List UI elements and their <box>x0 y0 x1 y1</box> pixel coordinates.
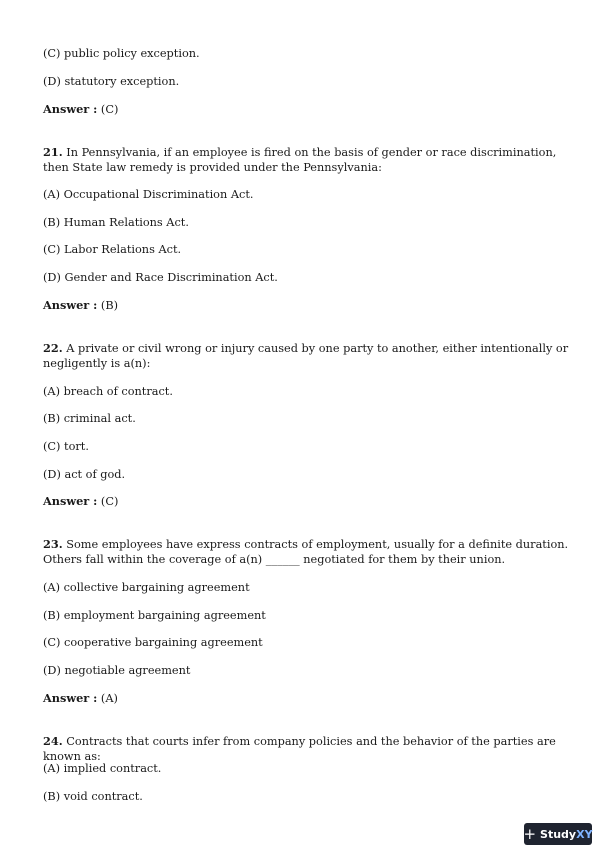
answer-label: Answer : <box>43 102 98 116</box>
q22-option-c: (C) tort. <box>43 440 89 453</box>
answer-label: Answer : <box>43 494 98 508</box>
brand-study: Study <box>540 827 577 841</box>
q23-option-d: (D) negotiable agreement <box>43 664 191 677</box>
brand-xy: XY <box>576 827 593 841</box>
q22-answer <box>43 494 118 509</box>
answer-value: (B) <box>100 299 119 312</box>
plus-icon: + <box>523 824 537 843</box>
q24-option-b: (B) void contract. <box>43 790 143 803</box>
answer-label: Answer : <box>43 298 98 312</box>
q24-question <box>43 734 573 764</box>
question-number: 21. <box>43 145 63 159</box>
question-text: A private or civil wrong or injury caused by one party to another, either intentionally or negligently is a(n): <box>43 342 569 370</box>
studyxy-logo-badge[interactable] <box>524 823 592 845</box>
question-text: Contracts that courts infer from company policies and the behavior of the parties are known as: <box>43 735 556 763</box>
question-number: 23. <box>43 537 63 551</box>
q22-option-b: (B) criminal act. <box>43 412 136 425</box>
question-text: Some employees have express contracts of employment, usually for a definite duration. Others fall within the coverage of a(n) ______ negotiated for them by their union. <box>43 538 569 566</box>
q22-option-d: (D) act of god. <box>43 468 126 481</box>
q20-answer <box>43 102 118 117</box>
q23-option-b: (B) employment bargaining agreement <box>43 609 266 622</box>
q23-question <box>43 537 573 567</box>
brand-name <box>540 827 593 842</box>
q21-answer <box>43 298 118 313</box>
q21-option-b: (B) Human Relations Act. <box>43 216 189 229</box>
q23-option-a: (A) collective bargaining agreement <box>43 581 250 594</box>
answer-label: Answer : <box>43 691 98 705</box>
q23-answer <box>43 691 118 706</box>
question-number: 22. <box>43 341 63 355</box>
q21-question <box>43 145 573 175</box>
answer-value: (A) <box>100 692 118 705</box>
q21-option-d: (D) Gender and Race Discrimination Act. <box>43 271 278 284</box>
q20-option-d: (D) statutory exception. <box>43 75 180 88</box>
question-number: 24. <box>43 734 63 748</box>
answer-value: (C) <box>100 103 119 116</box>
answer-value: (C) <box>100 495 119 508</box>
q21-option-a: (A) Occupational Discrimination Act. <box>43 188 254 201</box>
q23-option-c: (C) cooperative bargaining agreement <box>43 636 263 649</box>
q20-option-c: (C) public policy exception. <box>43 47 200 60</box>
question-text: In Pennsylvania, if an employee is fired on the basis of gender or race discrimination, then State law remedy is provided under the Pennsylvania: <box>43 146 557 174</box>
q22-option-a: (A) breach of contract. <box>43 385 173 398</box>
q24-option-a: (A) implied contract. <box>43 762 162 775</box>
q21-option-c: (C) Labor Relations Act. <box>43 243 182 256</box>
q22-question <box>43 341 573 371</box>
